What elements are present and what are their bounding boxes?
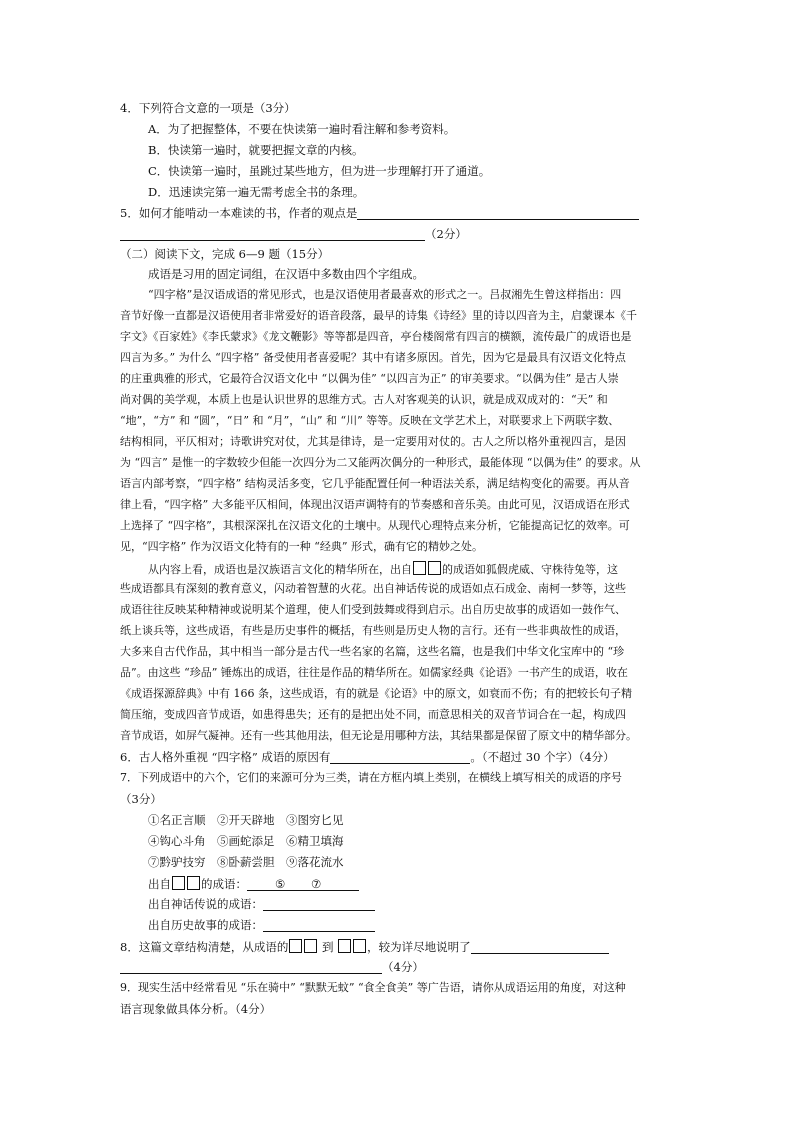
q4-option-d: D．迅速读完第一遍无需考虑全书的条理。: [148, 185, 365, 199]
answer-box[interactable]: [289, 939, 302, 953]
passage-p2-line: 四言为多。” 为什么 “四字格” 备受使用者喜爱呢？其中有诸多原因。首先，因为它是最具有汉语文化特点: [120, 351, 626, 364]
q7-category-3-blank[interactable]: [263, 919, 375, 932]
q5-line: [120, 206, 639, 220]
q8-score: （4分）: [382, 960, 424, 974]
passage-p2-line: 语言内部考察，“四字格” 结构灵活多变，它几乎能配置任何一种语法关系，满足结构变化的需要。再从音: [120, 477, 630, 490]
q7-idiom-row: ④钩心斗角 ⑤画蛇添足 ⑥精卫填海: [148, 834, 344, 848]
q7-category-2: 出自神话传说的成语：: [148, 897, 375, 911]
q5-answer-blank-2[interactable]: [120, 228, 425, 241]
q7-idiom-row: ⑦黔驴技穷 ⑧卧薪尝胆 ⑨落花流水: [148, 855, 344, 869]
q6-answer-blank[interactable]: [330, 751, 470, 764]
passage-p3-line: 简压缩，变成四音节成语，如患得患失；还有的是把出处不同，而意思相关的双音节词合在一起，构成四: [120, 708, 626, 721]
q8-answer-blank-2[interactable]: [120, 961, 382, 974]
q8-stem: 8．这篇文章结构清楚，从成语的: [120, 940, 289, 954]
answer-box[interactable]: [353, 939, 366, 953]
passage-p3-line: 纸上谈兵等，这些成语，有些是历史事件的概括，有些则是历史人物的言行。还有一些非典故性的成语，: [120, 624, 626, 637]
passage-p3-line: 大多来自古代作品，其中相当一部分是古代一些名家的名篇，这些名篇，也是我们中华文化宝库中的 “珍: [120, 645, 625, 658]
q5-stem: 5．如何才能啃动一本难读的书，作者的观点是: [120, 206, 358, 220]
q7-category-2-blank[interactable]: [263, 898, 375, 911]
q4-option-b: B．快读第一遍时，就要把握文章的内核。: [148, 143, 364, 157]
passage-p2-line: “四字格”是汉语成语的常见形式，也是汉语使用者最喜欢的形式之一。吕叔湘先生曾这样指出：四: [148, 288, 622, 301]
section-2-heading: （二）阅读下文，完成 6—9 题（15分）: [120, 247, 330, 261]
passage-p2-line: “地”，“方” 和 “圆”，“日” 和 “月”，“山” 和 “川” 等等。反映在文学艺术上，对联要求上下两联字数、: [120, 414, 620, 427]
answer-box[interactable]: [413, 561, 426, 575]
q8-answer-blank-1[interactable]: [471, 941, 609, 954]
passage-p2-line: 尚对偶的美学观，本质上也是认识世界的思维方式。古人对客观美的认识，就是成双成对的：“天” 和: [120, 393, 608, 406]
q9-stem-2: 语言现象做具体分析。（4分）: [120, 1002, 272, 1016]
passage-p3-first-line: 从内容上看，成语也是汉族语言文化的精华所在，出自 的成语如狐假虎威、守株待兔等，这: [148, 563, 618, 576]
passage-p2-line: 结构相同，平仄相对；诗歌讲究对仗，尤其是律诗，是一定要用对仗的。古人之所以格外重视四言，是因: [120, 435, 626, 448]
passage-p3-line: 成语往往反映某种精神或说明某个道理，使人们受到鼓舞或得到启示。出自历史故事的成语如一鼓作气、: [120, 603, 626, 616]
q8-line: 8．这篇文章结构清楚，从成语的 到 ，较为详尽地说明了: [120, 939, 609, 954]
q4-stem: 4．下列符合文意的一项是（3分）: [120, 101, 296, 115]
passage-p3-line: 些成语都具有深刻的教育意义，闪动着智慧的火花。出自神话传说的成语如点石成金、南柯一梦等，这些: [120, 582, 626, 595]
passage-p3-line: 音节成语，如屏气凝神。还有一些其他用法，但无论是用哪种方法，其结果都是保留了原文中的精华部分。: [120, 729, 637, 742]
answer-box[interactable]: [338, 939, 351, 953]
q7-idiom-row: ①名正言顺 ②开天辟地 ③图穷匕见: [148, 813, 344, 827]
q5-line-2: [120, 227, 467, 241]
passage-p2-line: 为 “四言” 是惟一的字数较少但能一次四分为二又能两次偶分的一种形式，最能体现 “以偶为佳” 的要求。从: [120, 456, 641, 469]
q4-option-a: A．为了把握整体，不要在快读第一遍时看注解和参考资料。: [148, 122, 456, 136]
q6-tail: 。（不超过 30 个字）（4分）: [470, 750, 615, 764]
passage-p3-line: 品”。由这些 “珍品” 锤炼出的成语，往往是作品的精华所在。如儒家经典《论语》一书产生的成语，收在: [120, 666, 628, 679]
answer-box[interactable]: [304, 939, 317, 953]
q4-option-c: C．快读第一遍时，虽跳过某些地方，但为进一步理解打开了通道。: [148, 164, 491, 178]
category-box[interactable]: [172, 876, 185, 890]
passage-p2-line: 律上看，“四字格” 大多能平仄相间，体现出汉语声调特有的节奏感和音乐美。由此可见，汉语成语在形式: [120, 498, 630, 511]
passage-p2-line: 见，“四字格” 作为汉语文化特有的一种 “经典” 形式，确有它的精妙之处。: [120, 540, 483, 553]
q7-stem: 7．下列成语中的六个，它们的来源可分为三类，请在方框内填上类别，在横线上填写相关的成语的序号: [120, 771, 622, 784]
passage-p2-line: 音节好像一直都是汉语使用者非常爱好的语音段落，最早的诗集《诗经》里的诗以四音为主，启蒙课本《千: [120, 309, 637, 322]
passage-line-1: 成语是习用的固定词组，在汉语中多数由四个字组成。: [148, 267, 424, 281]
q9-stem: 9．现实生活中经常看见 “乐在骑中” “默默无蚊” “食全食美” 等广告语，请你从成语运用的角度，对这种: [120, 981, 626, 994]
q6-line: [120, 750, 615, 764]
q5-score: （2分）: [425, 227, 467, 241]
passage-p3-line: 《成语探源辞典》中有 166 条，这些成语，有的就是《论语》中的原文，如衰而不伤；有的把较长句子精: [120, 687, 632, 700]
q7-score: （3分）: [120, 792, 162, 806]
passage-p2-line: 上选择了 “四字格”，其根深深扎在汉语文化的土壤中。从现代心理特点来分析，它能提高记忆的效率。可: [120, 519, 630, 532]
q5-answer-blank-1[interactable]: [357, 207, 639, 220]
q8-line-2: [120, 960, 424, 974]
passage-p2-line: 字文》《百家姓》《李氏蒙求》《龙文鞭影》等等都是四音，亭台楼阁常有四言的横额，流传最广的成语也是: [120, 330, 632, 343]
passage-p2-line: 的庄重典雅的形式，它最符合汉语文化中 “以偶为佳” “以四言为正” 的审美要求。“以偶为佳” 是古人崇: [120, 372, 619, 385]
q7-category-1: 出自 的成语： ⑤ ⑦: [148, 876, 359, 891]
q7-category-3: 出自历史故事的成语：: [148, 918, 375, 932]
q7-category-1-blank[interactable]: ⑤ ⑦: [247, 878, 359, 891]
q6-stem: 6．古人格外重视 “四字格” 成语的原因有: [120, 750, 331, 764]
category-box[interactable]: [187, 876, 200, 890]
answer-box[interactable]: [428, 561, 441, 575]
